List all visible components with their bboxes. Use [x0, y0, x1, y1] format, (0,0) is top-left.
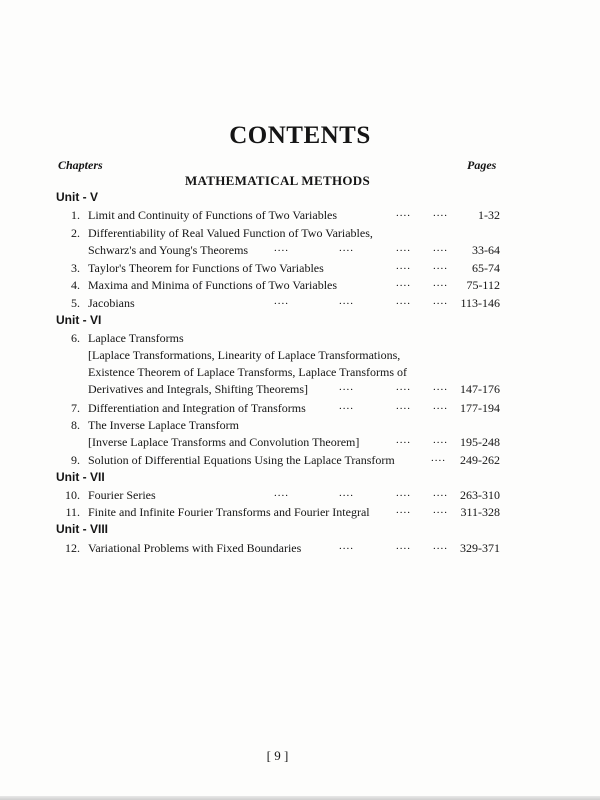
leader-dots: .... — [274, 242, 289, 254]
entry-title: Finite and Infinite Fourier Transforms and Fourier Integral — [88, 505, 370, 519]
entry-title: Laplace Transforms — [88, 331, 184, 345]
entry-title-continued: Derivatives and Integrals, Shifting Theorems] — [88, 382, 309, 396]
leader-dots: .... — [433, 295, 448, 307]
entry-title: Limit and Continuity of Functions of Two Variables — [88, 208, 338, 222]
leader-dots: .... — [433, 487, 448, 499]
entry-number: 11. — [65, 505, 80, 519]
leader-dots: .... — [396, 295, 411, 307]
unit-heading: Unit - VIII — [56, 522, 108, 536]
leader-dots: .... — [396, 400, 411, 412]
entry-title: Solution of Differential Equations Using the Laplace Transform — [88, 453, 395, 467]
entry-title: Maxima and Minima of Functions of Two Variables — [88, 278, 338, 292]
leader-dots: .... — [396, 277, 411, 289]
entry-pages: 33-64 — [472, 243, 500, 257]
entry-pages: 1-32 — [478, 208, 500, 222]
entry-pages: 329-371 — [460, 541, 500, 555]
leader-dots: .... — [339, 295, 354, 307]
leader-dots: .... — [431, 452, 446, 464]
leader-dots: .... — [433, 381, 448, 393]
leader-dots: .... — [396, 260, 411, 272]
leader-dots: .... — [433, 207, 448, 219]
section-heading: MATHEMATICAL METHODS — [184, 173, 370, 188]
leader-dots: .... — [396, 242, 411, 254]
entry-title: Jacobians — [88, 296, 135, 310]
entry-number: 3. — [71, 261, 80, 275]
unit-heading: Unit - V — [56, 190, 98, 204]
leader-dots: .... — [433, 400, 448, 412]
leader-dots: .... — [339, 487, 354, 499]
leader-dots: .... — [339, 242, 354, 254]
entry-number: 7. — [71, 401, 80, 415]
leader-dots: .... — [339, 540, 354, 552]
entry-number: 4. — [71, 278, 80, 292]
chapters-column-header: Chapters — [58, 158, 103, 172]
leader-dots: .... — [274, 295, 289, 307]
leader-dots: .... — [433, 504, 448, 516]
leader-dots: .... — [396, 434, 411, 446]
unit-heading: Unit - VI — [56, 313, 102, 327]
entry-number: 10. — [65, 488, 80, 502]
entry-number: 12. — [65, 541, 80, 555]
entry-pages: 249-262 — [460, 453, 500, 467]
entry-pages: 75-112 — [466, 278, 500, 292]
leader-dots: .... — [433, 277, 448, 289]
entry-number: 9. — [71, 453, 80, 467]
leader-dots: .... — [396, 504, 411, 516]
leader-dots: .... — [396, 381, 411, 393]
leader-dots: .... — [396, 487, 411, 499]
leader-dots: .... — [396, 540, 411, 552]
pages-column-header: Pages — [467, 158, 497, 172]
page-number: [ 9 ] — [266, 748, 289, 763]
entry-title: The Inverse Laplace Transform — [88, 418, 239, 432]
unit-heading: Unit - VII — [56, 470, 105, 484]
entry-title: Differentiation and Integration of Transforms — [88, 401, 306, 415]
page-title: CONTENTS — [229, 122, 371, 149]
leader-dots: .... — [433, 260, 448, 272]
entry-number: 5. — [71, 296, 80, 310]
leader-dots: .... — [339, 381, 354, 393]
entry-pages: 65-74 — [472, 261, 500, 275]
entry-title-continued: Existence Theorem of Laplace Transforms, Laplace Transforms of — [88, 365, 408, 379]
entry-title: Variational Problems with Fixed Boundaries — [88, 541, 302, 555]
leader-dots: .... — [433, 434, 448, 446]
entry-title-continued: [Laplace Transformations, Linearity of Laplace Transformations, — [88, 348, 401, 362]
leader-dots: .... — [274, 487, 289, 499]
entry-title-continued: Schwarz's and Young's Theorems — [88, 243, 249, 257]
entry-pages: 147-176 — [460, 382, 500, 396]
entry-number: 8. — [71, 418, 80, 432]
entry-title: Differentiability of Real Valued Function of Two Variables, — [88, 226, 373, 240]
leader-dots: .... — [339, 400, 354, 412]
page-edge — [0, 796, 600, 800]
entry-number: 1. — [71, 208, 80, 222]
entry-title: Fourier Series — [88, 488, 156, 502]
leader-dots: .... — [433, 540, 448, 552]
entry-number: 6. — [71, 331, 80, 345]
entry-pages: 263-310 — [460, 488, 500, 502]
entry-pages: 177-194 — [460, 401, 500, 415]
leader-dots: .... — [433, 242, 448, 254]
entry-number: 2. — [71, 226, 80, 240]
entry-title-continued: [Inverse Laplace Transforms and Convolution Theorem] — [88, 435, 360, 449]
leader-dots: .... — [396, 207, 411, 219]
entry-pages: 113-146 — [460, 296, 500, 310]
entry-title: Taylor's Theorem for Functions of Two Variables — [88, 261, 324, 275]
entry-pages: 311-328 — [460, 505, 500, 519]
entry-pages: 195-248 — [460, 435, 500, 449]
